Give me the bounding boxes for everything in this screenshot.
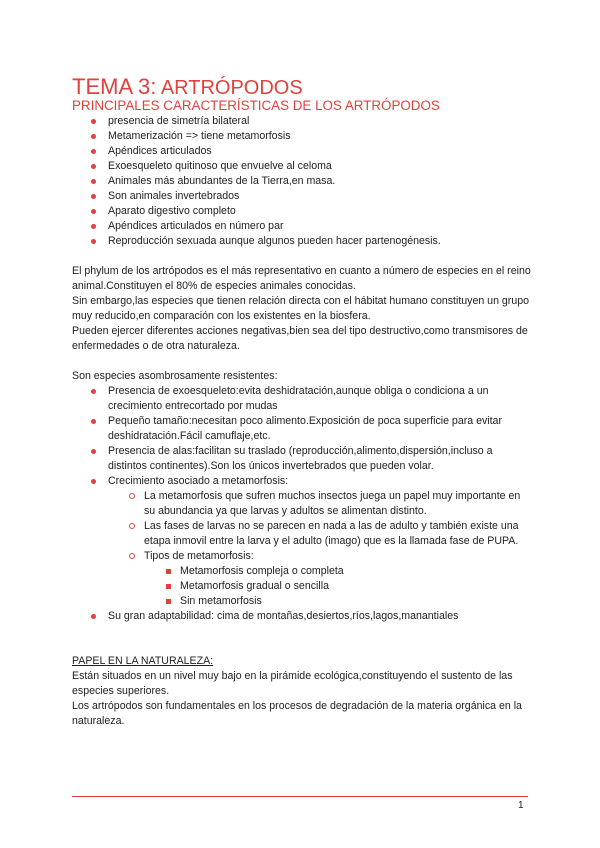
- list-item-label: Crecimiento asociado a metamorfosis:: [108, 475, 289, 487]
- list-item: presencia de simetría bilateral: [72, 114, 532, 129]
- title-main: TEMA 3:: [72, 74, 157, 99]
- title-rest: ARTRÓPODOS: [156, 77, 303, 99]
- list-item-label: Tipos de metamorfosis:: [144, 550, 254, 562]
- list-item: Metamerización => tiene metamorfosis: [72, 129, 532, 144]
- list-item: Son animales invertebrados: [72, 189, 532, 204]
- list-item: Presencia de alas:facilitan su traslado (reproducción,alimento,dispersión,incluso a distintos continentes).Son los únicos invertebrados que pueden volar.: [72, 444, 532, 474]
- list-item: Animales más abundantes de la Tierra,en masa.: [72, 174, 532, 189]
- list-item: Apéndices articulados en número par: [72, 219, 532, 234]
- intro-paragraph: Sin embargo,las especies que tienen relación directa con el hábitat humano constituyen un grupo muy reducido,en comparación con los existentes en la biosfera.: [72, 295, 530, 322]
- list-item: Su gran adaptabilidad: cima de montañas,desiertos,ríos,lagos,manantiales: [72, 609, 532, 624]
- list-item: Presencia de exoesqueleto:evita deshidratación,aunque obliga o condiciona a un crecimiento entrecortado por mudas: [72, 384, 532, 414]
- list-item: Exoesqueleto quitinoso que envuelve al celoma: [72, 159, 532, 174]
- metamorphosis-types-list: [144, 564, 532, 609]
- list-item: [72, 474, 532, 609]
- list-item: Aparato digestivo completo: [72, 204, 532, 219]
- page-number: 1: [518, 800, 524, 811]
- nature-paragraph: Los artrópodos son fundamentales en los procesos de degradación de la materia orgánica en la naturaleza.: [72, 700, 522, 727]
- list-item: La metamorfosis que sufren muchos insectos juega un papel muy importante en su abundancia ya que larvas y adultos se alimentan distinto.: [108, 489, 532, 519]
- footer-divider: [72, 796, 528, 797]
- document-body: [72, 114, 532, 729]
- list-item: Las fases de larvas no se parecen en nada a las de adulto y también existe una etapa inmovil entre la larva y el adulto (imago) que es la llamada fase de PUPA.: [108, 519, 532, 549]
- intro-paragraph: El phylum de los artrópodos es el más representativo en cuanto a número de especies en el reino animal.Constituyen el 80% de especies animales conocidas.: [72, 265, 531, 292]
- list-item: Apéndices articulados: [72, 144, 532, 159]
- characteristics-list: [72, 114, 532, 249]
- page-title: [72, 74, 303, 100]
- nature-paragraph: Están situados en un nivel muy bajo en la pirámide ecológica,constituyendo el sustento de las especies superiores.: [72, 670, 513, 697]
- page-subtitle: PRINCIPALES CARACTERÍSTICAS DE LOS ARTRÓPODOS: [72, 98, 440, 113]
- list-item: Reproducción sexuada aunque algunos pueden hacer partenogénesis.: [72, 234, 532, 249]
- list-item: Metamorfosis gradual o sencilla: [144, 579, 532, 594]
- metamorphosis-list: [108, 489, 532, 609]
- list-item: Pequeño tamaño:necesitan poco alimento.Exposición de poca superficie para evitar deshidratación.Fácil camuflaje,etc.: [72, 414, 532, 444]
- intro-paragraph: Pueden ejercer diferentes acciones negativas,bien sea del tipo destructivo,como transmisores de enfermedades o de otra naturaleza.: [72, 325, 528, 352]
- list-item: [108, 549, 532, 609]
- list-item: Sin metamorfosis: [144, 594, 532, 609]
- resistant-list: [72, 384, 532, 624]
- resistant-heading: Son especies asombrosamente resistentes:: [72, 370, 278, 382]
- nature-heading: PAPEL EN LA NATURALEZA:: [72, 655, 214, 667]
- list-item: Metamorfosis compleja o completa: [144, 564, 532, 579]
